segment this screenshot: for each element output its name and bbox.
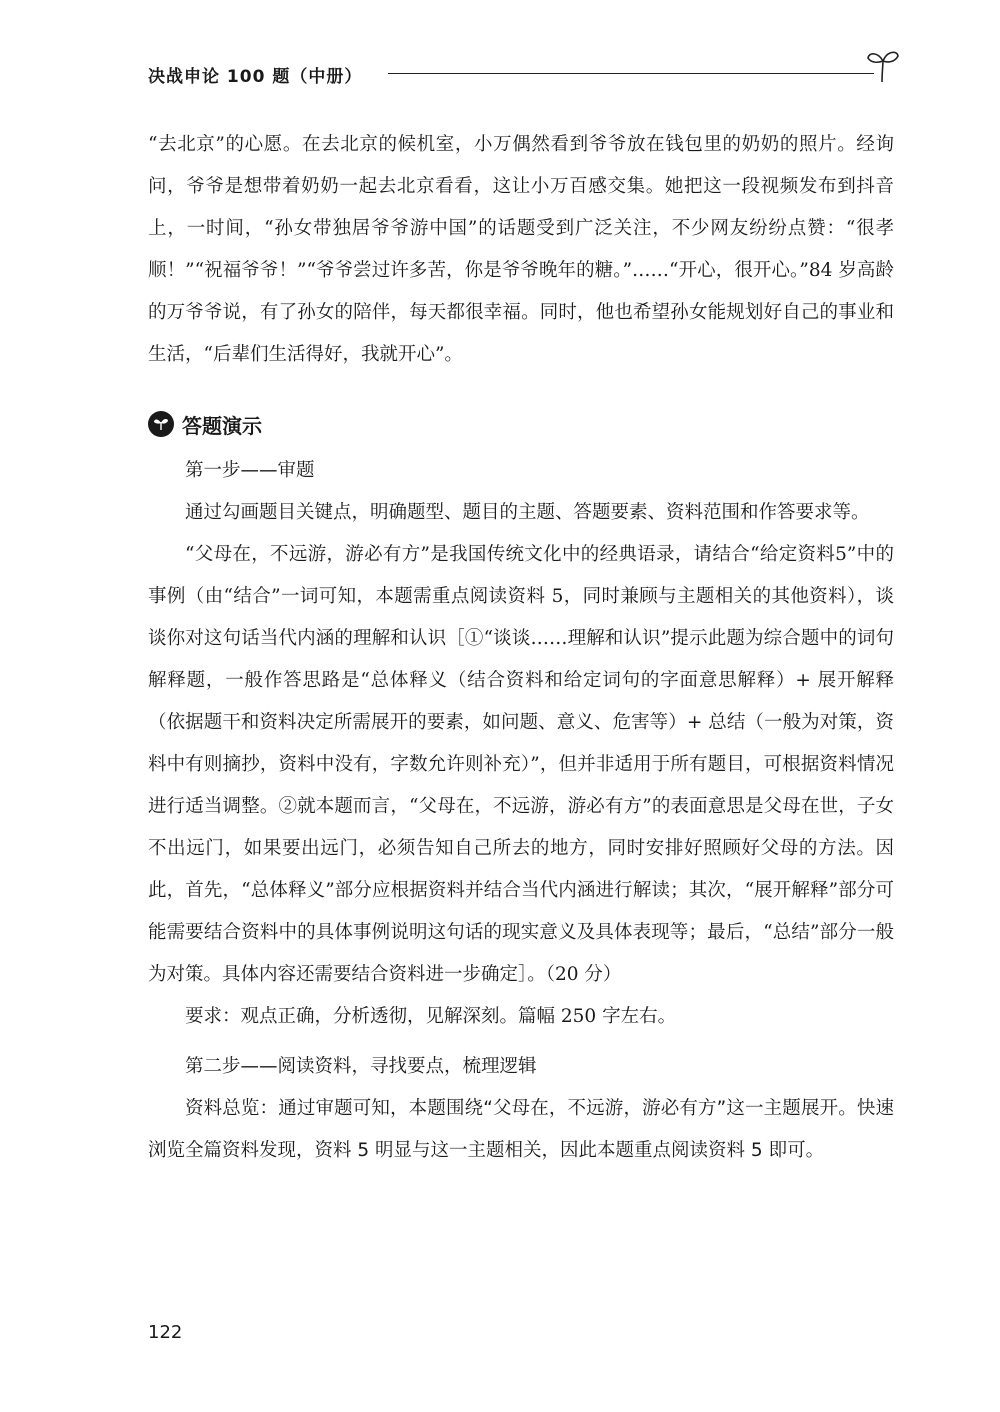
running-title: 决战申论 100 题（中册） — [148, 67, 363, 87]
page-header — [148, 58, 900, 88]
step1-paragraph-1: 通过勾画题目关键点，明确题型、题目的主题、答题要素、资料范围和作答要求等。 — [185, 502, 870, 523]
page-number: 122 — [148, 1322, 183, 1343]
step2-paragraph-1: 资料总览：通过审题可知，本题围绕“父母在，不远游，游必有方”这一主题展开。快速浏览全篇资料发现，资料 5 明显与这一主题相关，因此本题重点阅读资料 5 即可。 — [148, 1098, 894, 1161]
step1-paragraph-2: “父母在，不远游，游必有方”是我国传统文化中的经典语录，请结合“给定资料5”中的事例（由“结合”一词可知，本题需重点阅读资料 5，同时兼顾与主题相关的其他资料），谈谈你对这句话当代内涵的理解和认识［①“谈谈……理解和认识”提示此题为综合题中的词句解释题，一般作答思路是“总体释义（结合资料和给定词句的字面意思解释）+ 展开解释（依据题干和资料决定所需展开的要素，如问题、意义、危害等）+ 总结（一般为对策，资料中有则摘抄，资料中没有，字数允许则补充）”，但并非适用于所有题目，可根据资料情况进行适当调整。②就本题而言，“父母在，不远游，游必有方”的表面意思是父母在世，子女不出远门，如果要出远门，必须告知自己所去的地方，同时安排好照顾好父母的方法。因此，首先，“总体释义”部分应根据资料并结合当代内涵进行解读；其次，“展开解释”部分可能需要结合资料中的具体事例说明这句话的现实意义及具体表现等；最后，“总结”部分一般为对策。具体内容还需要结合资料进一步确定］。（20 分） — [148, 544, 894, 985]
section-title: 答题演示 — [182, 413, 262, 438]
header-rule — [388, 73, 874, 74]
step1-requirement: 要求：观点正确，分析透彻，见解深刻。篇幅 250 字左右。 — [185, 1006, 677, 1027]
intro-block — [148, 124, 894, 376]
step2-title: 第二步——阅读资料，寻找要点，梳理逻辑 — [185, 1056, 537, 1077]
sprout-icon — [866, 48, 900, 84]
step-content — [148, 450, 894, 1172]
step1-title: 第一步——审题 — [185, 460, 315, 481]
intro-paragraph: “去北京”的心愿。在去北京的候机室，小万偶然看到爷爷放在钱包里的奶奶的照片。经询问，爷爷是想带着奶奶一起去北京看看，这让小万百感交集。她把这一段视频发布到抖音上，一时间，“孙女带独居爷爷游中国”的话题受到广泛关注，不少网友纷纷点赞：“很孝顺！”“祝福爷爷！”“爷爷尝过许多苦，你是爷爷晚年的糖。”……“开心，很开心。”84 岁高龄的万爷爷说，有了孙女的陪伴，每天都很幸福。同时，他也希望孙女能规划好自己的事业和生活，“后辈们生活得好，我就开心”。 — [148, 134, 894, 365]
section-heading — [148, 404, 262, 444]
leaf-badge-icon — [148, 411, 174, 437]
